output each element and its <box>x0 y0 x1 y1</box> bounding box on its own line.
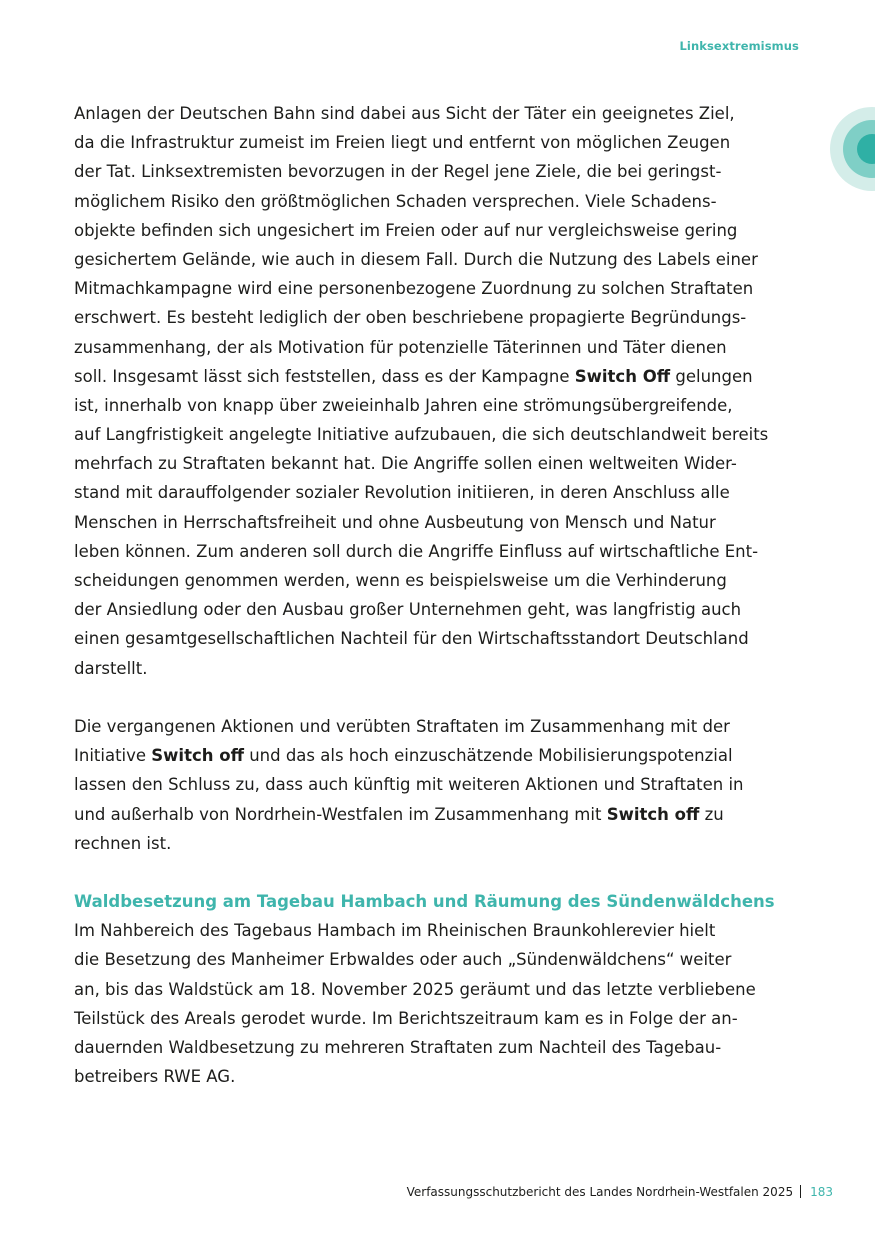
text-run: leben können. Zum anderen soll durch die Angriffe Einfluss auf wirtschaftliche Ent- <box>74 541 759 561</box>
text-line <box>74 712 804 741</box>
text-run: rechnen ist. <box>74 833 172 853</box>
page-footer <box>407 1185 833 1199</box>
text-line <box>74 1033 804 1062</box>
text-line <box>74 391 804 420</box>
text-line <box>74 916 804 945</box>
emphasized-term: Switch Off <box>574 366 671 386</box>
text-line <box>74 537 804 566</box>
text-line <box>74 478 804 507</box>
text-run: an, bis das Waldstück am 18. November 2025 geräumt und das letzte verbliebene <box>74 979 756 999</box>
text-line <box>74 829 804 858</box>
text-run: erschwert. Es besteht lediglich der oben beschriebene propagierte Begründungs- <box>74 308 747 328</box>
text-line <box>74 333 804 362</box>
emphasized-term: Switch off <box>151 746 244 766</box>
text-run: Menschen in Herrschaftsfreiheit und ohne Ausbeutung von Mensch und Natur <box>74 512 716 532</box>
text-run: mehrfach zu Straftaten bekannt hat. Die Angriffe sollen einen weltweiten Wider- <box>74 454 737 474</box>
section-subheading: Waldbesetzung am Tagebau Hambach und Räumung des Sündenwäldchens <box>74 892 775 912</box>
text-run: da die Infrastruktur zumeist im Freien liegt und entfernt von möglichen Zeugen <box>74 133 731 153</box>
emphasized-term: Switch off <box>606 804 700 824</box>
text-line <box>74 595 804 624</box>
text-line <box>74 624 804 653</box>
footer-divider <box>800 1185 801 1198</box>
paragraph-1 <box>74 99 804 683</box>
text-run: Mitmachkampagne wird eine personenbezogene Zuordnung zu solchen Straftaten <box>74 279 754 299</box>
text-line <box>74 274 804 303</box>
paragraph-3 <box>74 916 804 1091</box>
text-line <box>74 449 804 478</box>
paragraph-spacer <box>74 683 804 712</box>
text-line <box>74 945 804 974</box>
text-run: Anlagen der Deutschen Bahn sind dabei aus Sicht der Täter ein geeignetes Ziel, <box>74 104 735 123</box>
text-run: gesichertem Gelände, wie auch in diesem Fall. Durch die Nutzung des Labels einer <box>74 249 758 269</box>
text-run: Die vergangenen Aktionen und verübten Straftaten im Zusammenhang mit der <box>74 716 730 736</box>
text-line <box>74 1062 804 1091</box>
text-run: lassen den Schluss zu, dass auch künftig mit weiteren Aktionen und Straftaten in <box>74 775 744 795</box>
text-line <box>74 654 804 683</box>
text-run: stand mit darauffolgender sozialer Revolution initiieren, in deren Anschluss alle <box>74 483 730 503</box>
text-run: und außerhalb von Nordrhein-Westfalen im Zusammenhang mit <box>74 804 607 824</box>
text-run: Initiative <box>74 746 152 766</box>
text-line <box>74 303 804 332</box>
running-header-section: Linksextremismus <box>679 39 799 53</box>
text-run: einen gesamtgesellschaftlichen Nachteil für den Wirtschaftsstandort Deutschland <box>74 629 749 649</box>
text-run: die Besetzung des Manheimer Erbwaldes oder auch „Sündenwäldchens“ weiter <box>74 950 732 970</box>
text-run: Im Nahbereich des Tagebaus Hambach im Rheinischen Braunkohlerevier hielt <box>74 921 716 941</box>
page-number: 183 <box>810 1185 833 1199</box>
text-run: dauernden Waldbesetzung zu mehreren Straftaten zum Nachteil des Tagebau- <box>74 1038 722 1057</box>
text-run: scheidungen genommen werden, wenn es beispielsweise um die Verhinderung <box>74 571 727 590</box>
text-run: soll. Insgesamt lässt sich feststellen, dass es der Kampagne <box>74 366 575 386</box>
text-line <box>74 245 804 274</box>
text-line <box>74 216 804 245</box>
text-run: möglichem Risiko den größtmöglichen Schaden versprechen. Viele Schadens- <box>74 191 717 211</box>
text-line <box>74 975 804 1004</box>
text-line <box>74 420 804 449</box>
text-line <box>74 362 804 391</box>
text-run: zu <box>699 804 724 824</box>
text-run: darstellt. <box>74 658 148 678</box>
text-run: auf Langfristigkeit angelegte Initiative aufzubauen, die sich deutschlandweit bereits <box>74 425 769 445</box>
text-run: und das als hoch einzuschätzende Mobilisierungspotenzial <box>243 746 733 766</box>
text-run: betreibers RWE AG. <box>74 1067 236 1087</box>
text-line <box>74 770 804 799</box>
text-line <box>74 1004 804 1033</box>
text-line <box>74 741 804 770</box>
text-run: objekte befinden sich ungesichert im Freien oder auf nur vergleichsweise gering <box>74 220 738 240</box>
text-line <box>74 99 804 128</box>
text-line <box>74 800 804 829</box>
footer-publication-title: Verfassungsschutzbericht des Landes Nordrhein-Westfalen 2025 <box>406 1185 794 1199</box>
text-run: der Tat. Linksextremisten bevorzugen in der Regel jene Ziele, die bei geringst- <box>74 162 722 182</box>
text-run: Teilstück des Areals gerodet wurde. Im Berichtszeitraum kam es in Folge der an- <box>74 1008 738 1028</box>
paragraph-spacer <box>74 858 804 887</box>
text-run: zusammenhang, der als Motivation für potenzielle Täterinnen und Täter dienen <box>74 337 727 357</box>
text-line <box>74 566 804 595</box>
paragraph-2 <box>74 712 804 858</box>
text-line <box>74 157 804 186</box>
text-run: ist, innerhalb von knapp über zweieinhalb Jahren eine strömungsübergreifende, <box>74 395 733 415</box>
body-text <box>74 99 804 1091</box>
text-line <box>74 128 804 157</box>
text-run: gelungen <box>670 366 753 386</box>
text-run: der Ansiedlung oder den Ausbau großer Unternehmen geht, was langfristig auch <box>74 600 742 620</box>
text-line <box>74 187 804 216</box>
text-line <box>74 508 804 537</box>
